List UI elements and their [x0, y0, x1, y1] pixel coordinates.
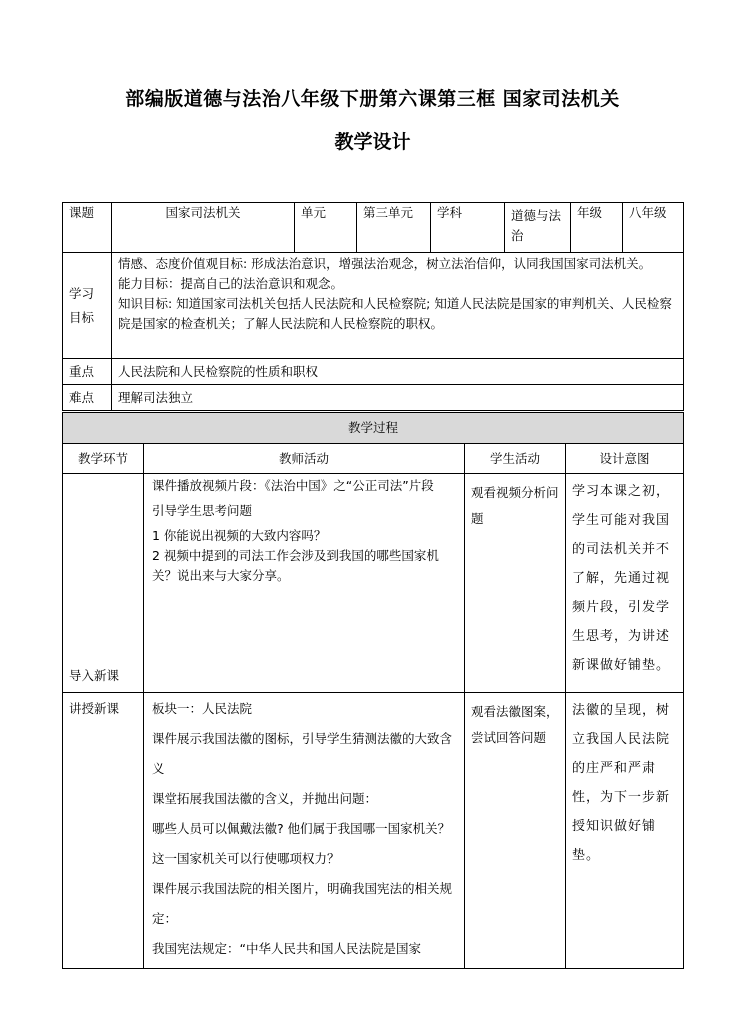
goals-content	[112, 253, 684, 359]
goals-row	[63, 253, 684, 359]
process-row-intro	[63, 474, 684, 693]
goal-knowledge: 知识目标: 知道国家司法机关包括人民法院和人民检察院; 知道人民法院是国家的审判机关、人民检察院是国家的检查机关；了解人民法院和人民检察院的职权。	[118, 296, 672, 331]
difficulty-row	[63, 385, 684, 411]
goal-ability: 能力目标：提高自己的法治意识和观念。	[118, 276, 344, 291]
teacher-intro-line: 1 你能说出视频的大致内容吗？	[152, 528, 327, 543]
student-new: 观看法徽图案，尝试回答问题	[465, 693, 566, 969]
process-header: 教学过程	[63, 413, 684, 444]
grade-value: 八年级	[623, 203, 684, 253]
stage-intro: 导入新课	[63, 474, 144, 693]
key-point-row	[63, 359, 684, 385]
subject-label: 学科	[431, 203, 505, 253]
info-table	[62, 202, 684, 411]
teacher-intro-line: 引导学生思考问题	[152, 503, 253, 518]
teacher-intro-line: 2 视频中提到的司法工作会涉及到我国的哪些国家机关？说出来与大家分享。	[152, 548, 439, 583]
difficulty-label: 难点	[63, 385, 112, 411]
col-student: 学生活动	[465, 444, 566, 474]
goals-label: 学习目标	[63, 253, 112, 359]
teacher-new-line: 课件展示我国法徽的图标，引导学生猜测法徽的大致含义	[152, 731, 453, 776]
course-value: 国家司法机关	[112, 203, 295, 253]
process-columns-row	[63, 444, 684, 474]
difficulty-value: 理解司法独立	[112, 385, 684, 411]
teacher-new-line: 我国宪法规定：“中华人民共和国人民法院是国家	[152, 941, 421, 956]
intent-new: 法徽的呈现，树立我国人民法院的庄严和严肃性，为下一步新授知识做好铺垫。	[566, 693, 684, 969]
teacher-intro-line: 课件播放视频片段：《法治中国》之“公正司法”片段	[152, 478, 434, 493]
document-title: 部编版道德与法治八年级下册第六课第三框 国家司法机关	[125, 88, 620, 110]
document-subtitle: 教学设计	[334, 131, 411, 153]
key-point-label: 重点	[63, 359, 112, 385]
unit-label: 单元	[295, 203, 357, 253]
course-label: 课题	[63, 203, 112, 253]
process-table	[62, 412, 684, 969]
teacher-new	[144, 693, 465, 969]
subject-value: 道德与法治	[505, 203, 571, 253]
grade-label: 年级	[571, 203, 623, 253]
student-intro: 观看视频分析问题	[465, 474, 566, 693]
col-intent: 设计意图	[566, 444, 684, 474]
col-stage: 教学环节	[63, 444, 144, 474]
intent-intro: 学习本课之初，学生可能对我国的司法机关并不了解，先通过视频片段，引发学生思考，为讲述新课做好铺垫。	[566, 474, 684, 693]
goal-emotion: 情感、态度价值观目标: 形成法治意识，增强法治观念，树立法治信仰，认同我国国家司法机关。	[118, 256, 652, 271]
process-row-new	[63, 693, 684, 969]
stage-new: 讲授新课	[63, 693, 144, 969]
key-point-value: 人民法院和人民检察院的性质和职权	[112, 359, 684, 385]
teacher-new-line: 板块一：人民法院	[152, 701, 253, 716]
unit-value: 第三单元	[357, 203, 431, 253]
col-teacher: 教师活动	[144, 444, 465, 474]
teacher-new-line: 课堂拓展我国法徽的含义，并抛出问题：	[152, 791, 378, 806]
teacher-new-line: 哪些人员可以佩戴法徽? 他们属于我国哪一国家机关？这一国家机关可以行使哪项权力？	[152, 821, 451, 866]
teacher-intro	[144, 474, 465, 693]
teacher-new-line: 课件展示我国法院的相关图片，明确我国宪法的相关规定：	[152, 881, 453, 926]
process-header-row	[63, 413, 684, 444]
course-row	[63, 203, 684, 253]
